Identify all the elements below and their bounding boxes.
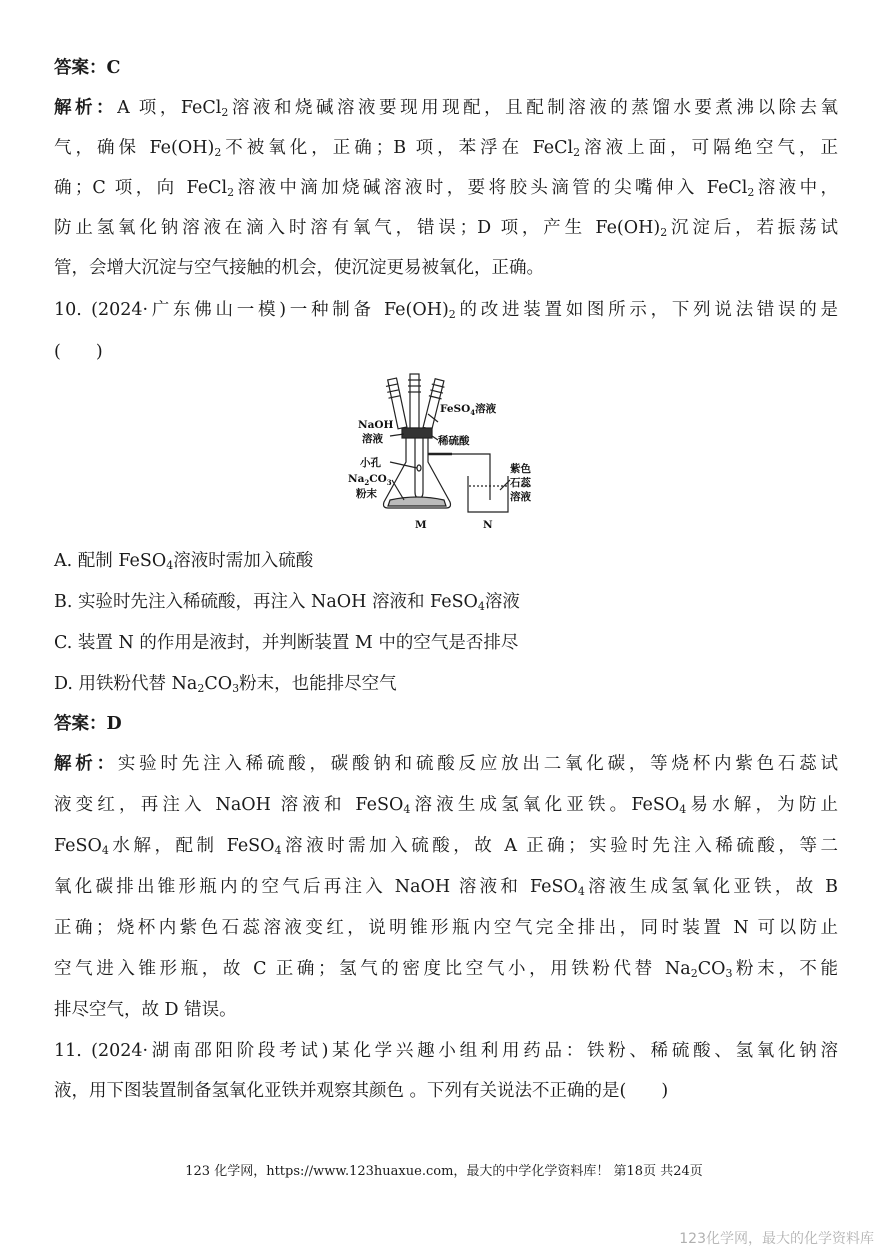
q10-analysis-line-4: 氧化碳排出锥形瓶内的空气后再注入 NaOH 溶液和 FeSO$_4$溶液生成氢氧化亚铁，故 B <box>54 877 838 898</box>
label-litmus-1: 紫色 <box>510 463 531 475</box>
q10-analysis-line-2: 液变红，再注入 NaOH 溶液和 FeSO$_4$溶液生成氢氧化亚铁。FeSO$_4$易水解，为防止 <box>54 795 839 816</box>
q11-stem-line-2: 液，用下图装置制备氢氧化亚铁并观察其颜色 。下列有关说法不正确的是( ) <box>54 1081 669 1101</box>
syringe-middle <box>408 374 421 428</box>
q11-stem-line-1: 11. (2024·湖南邵阳阶段考试)某化学兴趣小组利用药品：铁粉、稀硫酸、氢氧化钠溶 <box>54 1041 838 1061</box>
label-litmus-2: 石蕊 <box>510 477 531 489</box>
label-m: M <box>415 519 427 531</box>
option-a: A. 配制 FeSO$_4$溶液时需加入硫酸 <box>54 551 314 572</box>
q10-analysis-line-7: 排尽空气，故 D 错误。 <box>54 1000 237 1020</box>
q9-analysis-line-1: 解析：A 项，FeCl$_2$溶液和烧碱溶液要现用现配，且配制溶液的蒸馏水要煮沸以除去氧 <box>54 98 839 119</box>
outlet-tube <box>452 454 490 500</box>
label-naoh-solution: 溶液 <box>362 433 383 445</box>
q10-analysis-line-1: 解析：实验时先注入稀硫酸，碳酸钠和硫酸反应放出二氧化碳，等烧杯内紫色石蕊试 <box>54 754 838 774</box>
q9-answer: 答案：C <box>54 58 121 78</box>
option-b: B. 实验时先注入稀硫酸，再注入 NaOH 溶液和 FeSO$_4$溶液 <box>54 592 520 613</box>
option-c: C. 装置 N 的作用是液封，并判断装置 M 中的空气是否排尽 <box>54 633 519 653</box>
beaker <box>468 476 508 512</box>
label-na2co3: $Na_2CO_3$ <box>348 473 392 487</box>
label-small-hole: 小孔 <box>360 457 381 469</box>
q9-analysis-line-3: 确；C 项，向 FeCl$_2$溶液中滴加烧碱溶液时，要将胶头滴管的尖嘴伸入 FeCl$_2$溶液中， <box>54 178 839 199</box>
rubber-stopper <box>402 428 432 438</box>
watermark: 123化学网，最大的化学资料库 <box>679 1231 874 1247</box>
q10-answer-blank: ( ) <box>54 342 103 362</box>
q9-analysis-line-2: 气，确保 $Fe(OH)_2$不被氧化，正确；B 项，苯浮在 FeCl$_2$溶液上面，可隔绝空气，正 <box>54 138 839 159</box>
apparatus-figure <box>340 370 550 535</box>
label-feso4: FeSO$_4$溶液 <box>440 403 497 417</box>
q9-analysis-line-4: 防止氢氧化钠溶液在滴入时溶有氧气，错误；D 项，产生 $Fe(OH)_2$沉淀后，若振荡试 <box>54 218 838 239</box>
label-dilute-acid: 稀硫酸 <box>438 435 470 447</box>
q10-analysis-line-5: 正确；烧杯内紫色石蕊溶液变红，说明锥形瓶内空气完全排出，同时装置 N 可以防止 <box>54 918 838 938</box>
label-naoh: NaOH <box>358 419 394 431</box>
label-n: N <box>483 519 493 531</box>
small-hole <box>417 465 421 471</box>
label-litmus-3: 溶液 <box>510 491 531 503</box>
label-powder: 粉末 <box>356 488 377 500</box>
q10-analysis-line-3: FeSO$_4$水解，配制 FeSO$_4$溶液时需加入硫酸，故 A 正确；实验时先注入稀硫酸，等二 <box>54 836 838 857</box>
q10-answer: 答案：D <box>54 714 122 734</box>
page-footer: 123 化学网，https://www.123huaxue.com，最大的中学化学资料库！ 第18页 共24页 <box>185 1164 703 1179</box>
q10-stem: 10. (2024·广东佛山一模)一种制备 $Fe(OH)_2$的改进装置如图所示，下列说法错误的是 <box>54 300 839 321</box>
powder <box>388 497 446 506</box>
q9-analysis-line-5: 管，会增大沉淀与空气接触的机会，使沉淀更易被氧化，正确。 <box>54 258 544 278</box>
option-d: D. 用铁粉代替 $Na_2CO_3$粉末，也能排尽空气 <box>54 674 397 695</box>
q10-analysis-line-6: 空气进入锥形瓶，故 C 正确；氢气的密度比空气小，用铁粉代替 $Na_2CO_3$粉末，不能 <box>54 959 838 980</box>
